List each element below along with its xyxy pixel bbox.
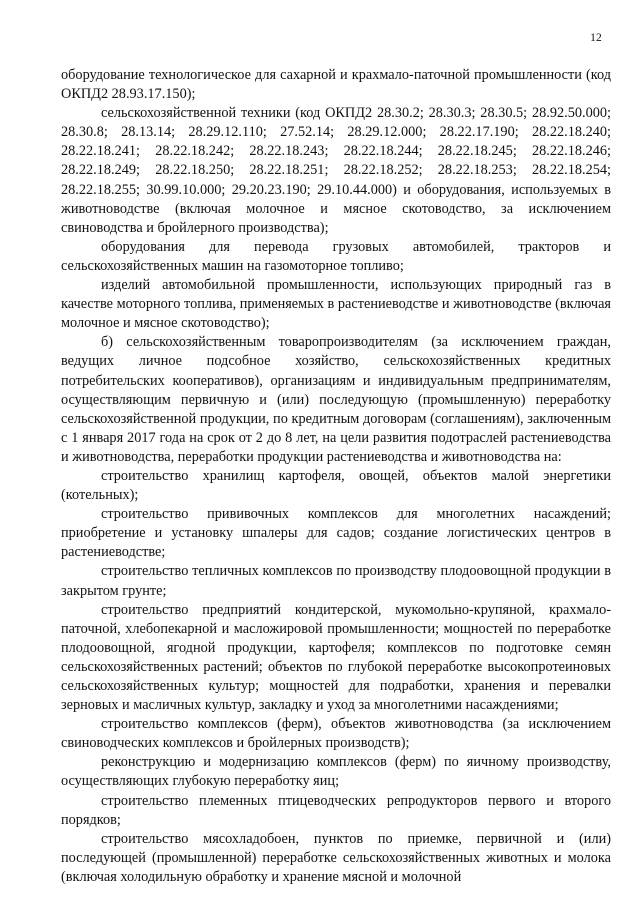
paragraph-poultry-breeding: строительство племенных птицеводческих репродукторов первого и второго порядков;: [61, 792, 611, 828]
paragraph-gas-conversion-equipment: оборудования для перевода грузовых автомобилей, тракторов и сельскохозяйственных машин на газомоторное топливо;: [61, 238, 611, 274]
paragraph-processing-enterprises: строительство предприятий кондитерской, мукомольно-крупяной, крахмало-паточной, хлебопекарной и масложировой промышленности; мощностей по переработке плодоовощной, ягодной продукции, картофеля; комплексов по подготовке семян сельскохозяйственных растений; объектов по глубокой переработке высокопротеиновых сельскохозяйственных культур; мощностей для подработки, хранения и перевалки зерновых и масличных культур, закладку и уход за многолетними насаждениями;: [61, 601, 611, 714]
paragraph-greenhouse-complexes: строительство тепличных комплексов по производству плодоовощной продукции в закрытом грунте;: [61, 563, 611, 599]
document-body: [61, 66, 611, 887]
paragraph-egg-production: реконструкцию и модернизацию комплексов (ферм) по яичному производству, осуществляющих глубокую переработку яиц;: [61, 754, 611, 790]
paragraph-slaughterhouses: строительство мясохладобоен, пунктов по приемке, первичной и (или) последующей (промышленной) переработке сельскохозяйственных животных и молока (включая холодильную обработку и хранение мясной и молочной: [61, 830, 611, 885]
paragraph-automotive-products: изделий автомобильной промышленности, использующих природный газ в качестве моторного топлива, применяемых в растениеводстве и животноводстве (включая молочное и мясное скотоводство);: [61, 277, 611, 332]
paragraph-grafting-complexes: строительство прививочных комплексов для многолетних насаждений; приобретение и установку шпалеры для садов; создание логистических центров в растениеводстве;: [61, 506, 611, 561]
paragraph-sugar-equipment: оборудование технологическое для сахарной и крахмало-паточной промышленности (код ОКПД2 28.93.17.150);: [61, 67, 611, 103]
paragraph-livestock-farms: строительство комплексов (ферм), объектов животноводства (за исключением свиноводческих комплексов и бройлерных производств);: [61, 716, 611, 752]
paragraph-storage-construction: строительство хранилищ картофеля, овощей, объектов малой энергетики (котельных);: [61, 467, 611, 504]
paragraph-b-producers: б) сельскохозяйственным товаропроизводителям (за исключением граждан, ведущих личное подсобное хозяйство, сельскохозяйственных кредитных потребительских кооперативов), организациям и индивидуальным предпринимателям, осуществляющим первичную и (или) последующую (промышленную) переработку сельскохозяйственной продукции, по кредитным договорам (соглашениям), заключенным с 1 января 2017 года на срок от 2 до 8 лет, на цели развития подотраслей растениеводства и животноводства, переработки продукции растениеводства и животноводства на:: [61, 334, 611, 465]
paragraph-agricultural-machinery: сельскохозяйственной техники (код ОКПД2 28.30.2; 28.30.3; 28.30.5; 28.92.50.000; 28.30.8; 28.13.14; 28.29.12.110; 27.52.14; 28.29.12.000; 28.22.17.190; 28.22.18.240; 28.22.18.241; 28.22.18.242; 28.22.18.243; 28.22.18.244; 28.22.18.245; 28.22.18.246; 28.22.18.249; 28.22.18.250; 28.22.18.251; 28.22.18.252; 28.22.18.253; 28.22.18.254; 28.22.18.255; 30.99.10.000; 29.20.23.190; 29.10.44.000) и оборудования, используемых в животноводстве (включая молочное и мясное скотоводство, за исключением свиноводства и бройлерного производства);: [61, 105, 611, 236]
page-number: 12: [590, 32, 602, 44]
